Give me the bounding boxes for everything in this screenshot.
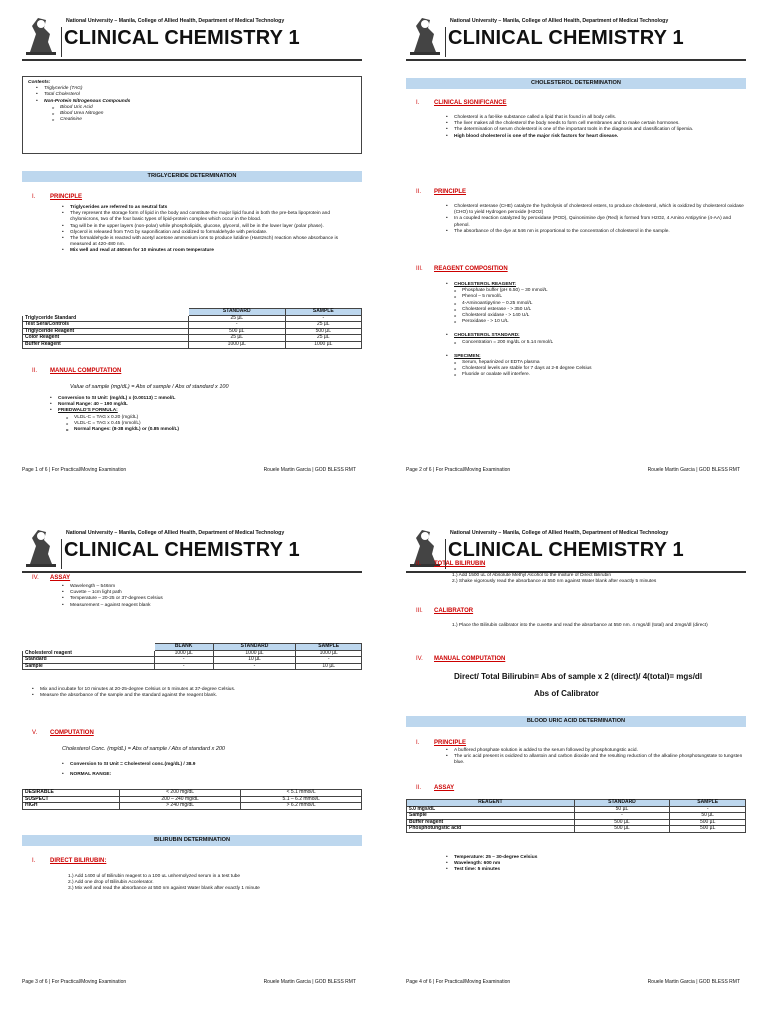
column-header: BLANK (154, 644, 213, 651)
header-line (22, 59, 362, 61)
table-row: 5.0 mgs/dL 50 µL - (407, 806, 746, 813)
list-item: o Normal Ranges: (8-38 mg/dL) or (0.85 mmol/L) (58, 427, 360, 433)
table-row: Triglyceride Standard 25 µL - (23, 315, 362, 322)
section-title: REAGENT COMPOSITION (434, 266, 508, 272)
section-number: I. (416, 100, 420, 106)
mix-list (32, 687, 360, 699)
list-item: • Test time: 5 minutes (446, 867, 744, 873)
table-row: Cholesterol reagent 1000 µL 1000 µL 1000 µL (23, 650, 362, 657)
principle-list (446, 204, 744, 235)
footer-left: Page 4 of 6 | For Practical/Moving Examination (406, 979, 511, 985)
list-item: • Triglycerides are referred to as neutral fats (62, 205, 357, 211)
column-header: SAMPLE (670, 800, 746, 807)
uric-principle-list (446, 748, 744, 767)
list-item: • FRIEDWALD'S FORMULA: (50, 408, 360, 414)
list-item: • Mix well and read at 460nm for 10 minutes at room temperature (62, 248, 357, 254)
section-title: MANUAL COMPUTATION (434, 656, 506, 662)
list-item: • Measure the absorbance of the sample and the standard against the reagent blank. (32, 693, 360, 699)
table-row: Triglyceride Reagent 500 µL 500 µL (23, 328, 362, 335)
section-number: V. (32, 730, 38, 736)
list-item: o Concentration = 200 mg/dL or 5.14 mmol/L (446, 340, 744, 346)
list-item: o Phenol – 5 mmol/L (446, 294, 744, 300)
uric-acid-table (406, 799, 746, 833)
header-rule (61, 539, 62, 569)
list-item: o Phosphate buffer (pH 6.50) – 30 mmol/L (446, 288, 744, 294)
step-item: 1.) Place the Bilirubin calibrator into the cuvette and read the absorbance at 550 nm. 4 mgs/dl (total) and 2mgs/dl (direct) (452, 623, 708, 628)
column-header: SAMPLE (296, 644, 362, 651)
list-item: o VLDL-C = TAG x 0.20 (mg/dL) (58, 415, 360, 421)
list-item: • Tag will be in the upper layers (non-polar) while phospholipids, glucose, glycerol, will be in the lower layer (polar phase). (62, 224, 357, 230)
section-number: III. (416, 266, 423, 272)
list-item: • The absorbance of the dye at 546 nm is proportional to the concentration of cholesterol in the sample. (446, 229, 744, 235)
university-logo-icon (22, 524, 60, 570)
list-item: o Cholesterol oxidase - > 140 U/L (446, 313, 744, 319)
section-number: I. (32, 858, 36, 864)
page-1 (0, 0, 384, 512)
column-header: STANDARD (188, 309, 285, 316)
list-item: o 4-Aminoantipyrine – 0.25 mmol/L (446, 301, 744, 307)
column-header: STANDARD (574, 800, 670, 807)
list-item: o Blood Urea Nitrogen (44, 111, 348, 117)
step-item: 1.) Add 1500 uL of Absolute Methyl Alcohol to the mixture of Direct Bilirubin (452, 573, 612, 578)
list-item: • Conversion to SI Unit: (mg/dL) x (0.00113) = mmol/L (50, 396, 360, 402)
list-item: • Triglyceride (TAG) (36, 86, 348, 92)
course-title: CLINICAL CHEMISTRY 1 (448, 27, 684, 49)
assay-list (62, 584, 360, 609)
footer-left: Page 1 of 6 | For Practical/Moving Examination (22, 467, 127, 473)
list-item: • Wavelength: 600 nm (446, 861, 744, 867)
section-title: PRINCIPLE (50, 194, 83, 200)
footer-right: Rouele Martin Garcia | GOD BLESS RMT (263, 979, 356, 985)
reagent-list (446, 282, 744, 379)
table-row: SUSPECT 200 – 240 mg/dL 5.1 – 6.2 mmol/L (23, 796, 362, 803)
list-item: • NORMAL RANGE: (62, 772, 360, 778)
footer-right: Rouele Martin Garcia | GOD BLESS RMT (647, 467, 740, 473)
page-footer (22, 979, 362, 985)
page-header (406, 10, 746, 60)
table-row: DESIRABLE < 200 mg/dL < 5.1 mmol/L (23, 790, 362, 797)
table-row: Sample - 50 µL (407, 813, 746, 820)
list-item: o Cholesterol esterase - > 350 U/L (446, 307, 744, 313)
principle-list (62, 205, 357, 255)
footer-right: Rouele Martin Garcia | GOD BLESS RMT (647, 979, 740, 985)
list-item: • Non-Protein Nitrogenous Compounds (36, 99, 348, 105)
section-band: TRIGLYCERIDE DETERMINATION (22, 171, 362, 182)
section-title: COMPUTATION (50, 730, 94, 736)
list-item: • Temperature – 20-25 or 37-degrees Celsius (62, 596, 360, 602)
column-header: SAMPLE (285, 309, 361, 316)
list-item: • The formaldehyde is reacted with acetyl acetone ammonium ions to produce lutidine (Hantzsch) reaction whose absorbance is measured at 420-480 nm. (62, 236, 357, 248)
list-item: • Wavelength – 546nm (62, 584, 360, 590)
header-rule (445, 27, 446, 57)
list-item: • Normal Range: 40 – 190 mg/dL (50, 402, 360, 408)
step-item: 1.) Add 1400 ul of Bilirubin reagent to a 100 uL unhemolyzed serum in a test tube (68, 874, 241, 879)
table-row: HIGH > 240 mg/dL > 6.2 mmol/L (23, 803, 362, 810)
table-row: Test Sera/Controls - 25 µL (23, 322, 362, 329)
column-header: STANDARD (213, 644, 296, 651)
footer-right: Rouele Martin Garcia | GOD BLESS RMT (263, 467, 356, 473)
section-number: III. (416, 608, 423, 614)
formula: Value of sample (mg/dL) = Abs of sample / Abs of standard x 100 (70, 384, 229, 390)
section-number: II. (416, 561, 422, 567)
list-item: o Cholesterol levels are stable for 7 days at 2-8 degree Celsius (446, 366, 744, 372)
assay-conditions (446, 855, 744, 874)
section-title: PRINCIPLE (434, 189, 467, 195)
list-item: o Blood Uric Acid (44, 105, 348, 111)
section-title: CALIBRATOR (434, 608, 474, 614)
list-item: • The uric acid present is oxidized to allantoin and carbon dioxide and the resulting reduction of the alkaline phosphotungstate to tungsten blue. (446, 754, 744, 766)
university-name: National University – Manila, College of Allied Health, Department of Medical Technology (450, 18, 669, 24)
list-item: • They represent the storage form of lipid in the body and constitute the major lipid found in both the pre-beta lipoprotein and chylomicrons, two of the four basic types of lipid-protein complex which occur in the blood. (62, 211, 357, 223)
list-item: • Glycerol is released from TAG by saponification and oxidized to formaldehyde with periodate. (62, 230, 357, 236)
step-item: 3.) Mix well and read the absorbance at 550 nm against Water blank after exactly 1 minute (68, 886, 260, 892)
table-row: Sample - - 10 µL (23, 663, 362, 670)
list-item: • High blood cholesterol is one of the major risk factors for heart disease. (446, 134, 744, 140)
cholesterol-assay-table (22, 643, 362, 670)
step-item: 2.) Add one drop of Bilirubin Accelerator. (68, 880, 154, 886)
list-item: • A buffered phosphate solution is added to the serum followed by phosphotungstic acid. (446, 748, 744, 754)
calibrator-steps (452, 623, 744, 629)
list-item: • CHOLESTEROL STANDARD: (446, 333, 744, 339)
section-title: MANUAL COMPUTATION (50, 368, 122, 374)
table-row: Standard - 10 µL - (23, 657, 362, 664)
section-title: TOTAL BILIRUBIN (434, 561, 486, 567)
footer-left: Page 2 of 6 | For Practical/Moving Examination (406, 467, 511, 473)
table-row: Buffer Reagent 1000 µL 1000 µL (23, 341, 362, 348)
list-item: • Conversion to SI Unit = Cholesterol conc.(mg/dL) / 38.9 (62, 762, 360, 768)
computation-list (50, 396, 360, 433)
list-item: o Fluoride or oxalate will interfere. (446, 372, 744, 378)
page-2 (384, 0, 768, 512)
significance-list (446, 115, 744, 140)
section-number: II. (32, 368, 38, 374)
course-title: CLINICAL CHEMISTRY 1 (64, 539, 300, 561)
contents-list (28, 80, 348, 123)
university-name: National University – Manila, College of Allied Health, Department of Medical Technology (66, 18, 285, 24)
list-item: • Temperature: 25 – 30-degree Celsius (446, 855, 744, 861)
triglyceride-table (22, 308, 362, 349)
page-header (22, 10, 362, 60)
section-number: IV. (416, 656, 423, 662)
section-title: DIRECT BILIRUBIN: (50, 858, 107, 864)
page-footer (22, 467, 362, 473)
section-title: ASSAY (434, 785, 455, 791)
header-line (406, 59, 746, 61)
header-rule (61, 27, 62, 57)
list-item: • Mix and incubate for 10 minutes at 20-25-degree Celsius or 5 minutes at 37-degree Celsius. (32, 687, 360, 693)
normal-range-table (22, 789, 362, 810)
column-header: REAGENT (407, 800, 575, 807)
list-item: • Cuvette – 1cm light path (62, 590, 360, 596)
list-item: • The determination of serum cholesterol is one of the important tools in the diagnosis and classification of lipemia. (446, 127, 744, 133)
list-item: • CHOLESTEROL REAGENT: (446, 282, 744, 288)
section-number: I. (32, 194, 36, 200)
list-item: • Total Cholesterol (36, 92, 348, 98)
list-item: • In a coupled reaction catalyzed by peroxidase (POD), Quinonimine dye (Red) is formed from H2O2, 4 Amino Antipyrine (4-AA) and phenol. (446, 216, 744, 228)
section-number: IV. (32, 575, 39, 581)
section-title: CLINICAL SIGNIFICANCE (434, 100, 507, 106)
list-item: o Peroxidase - > 10 U/L (446, 319, 744, 325)
contents-title: Contents: (28, 80, 51, 85)
section-number: II. (416, 785, 422, 791)
bilirubin-formula-numerator: Direct/ Total Bilirubin= Abs of sample x 2 (direct)/ 4(total)= mgs/dl (454, 672, 703, 681)
section-band: CHOLESTEROL DETERMINATION (406, 78, 746, 89)
table-row: Color Reagent 25 µL 25 µL (23, 335, 362, 342)
page-footer (406, 467, 746, 473)
section-title: ASSAY (50, 575, 71, 581)
page-header (22, 522, 362, 572)
list-item: o Creatinine (44, 117, 348, 123)
formula: Cholesterol Conc. (mg/dL) = Abs of sample / Abs of standard x 200 (62, 746, 225, 752)
section-title: PRINCIPLE (434, 740, 467, 746)
direct-bilirubin-steps (68, 874, 360, 893)
course-title: CLINICAL CHEMISTRY 1 (448, 539, 684, 561)
university-logo-icon (406, 12, 444, 58)
list-item: • SPECIMEN: (446, 354, 744, 360)
course-title: CLINICAL CHEMISTRY 1 (64, 27, 300, 49)
table-row: Phosphotungstic acid 500 µL 500 µL (407, 826, 746, 833)
university-name: National University – Manila, College of Allied Health, Department of Medical Technology (450, 530, 669, 536)
page-footer (406, 979, 746, 985)
list-item: • Cholesterol esterase (CHE) catalyze the hydrolysis of cholesterol esters, to produce cholesterol, which is oxidized by cholesterol oxidase (CHO) to yield Hydrogen peroxide (H2O2) (446, 204, 744, 216)
footer-left: Page 3 of 6 | For Practical/Moving Examination (22, 979, 127, 985)
computation-list (62, 762, 360, 778)
university-name: National University – Manila, College of Allied Health, Department of Medical Technology (66, 530, 285, 536)
list-item: • Cholesterol is a fat-like substance called a lipid that is found in all body cells. (446, 115, 744, 121)
bilirubin-formula-denominator: Abs of Calibrator (534, 689, 599, 698)
list-item: o Serum, heparinized or EDTA plasma (446, 360, 744, 366)
total-bilirubin-steps (452, 573, 744, 585)
table-row: Buffer reagent 500 µL 500 µL (407, 819, 746, 826)
list-item: • Measurement – against reagent blank (62, 603, 360, 609)
section-number: I. (416, 740, 420, 746)
list-item: • The liver makes all the cholesterol the body needs to form cell membranes and to make certain hormones. (446, 121, 744, 127)
header-line (22, 571, 362, 573)
page-3 (0, 512, 384, 1024)
university-logo-icon (22, 12, 60, 58)
page-4 (384, 512, 768, 1024)
section-number: II. (416, 189, 422, 195)
section-band: BILIRUBIN DETERMINATION (22, 835, 362, 846)
section-band: BLOOD URIC ACID DETERMINATION (406, 716, 746, 727)
step-item: 2.) Shake vigorously read the absorbance at 550 nm against Water blank after exactly 5 minutes (452, 579, 657, 585)
list-item: o VLDL-C = TAG x 0.45 (mmol/L) (58, 421, 360, 427)
